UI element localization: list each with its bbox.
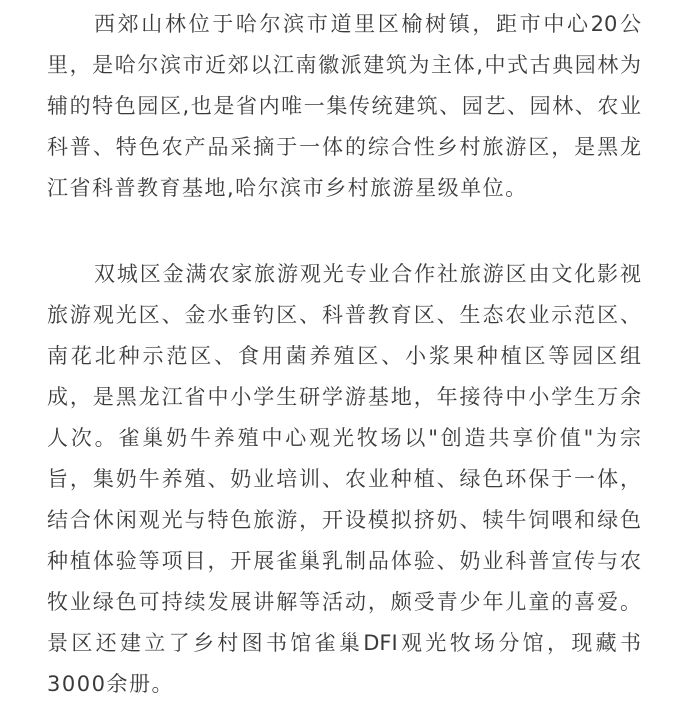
text-line: 成，是黑龙江省中小学生研学游基地，年接待中小学生万余: [47, 385, 641, 409]
text-line: 西郊山林位于哈尔滨市道里区榆树镇，距市中心20公: [94, 12, 641, 36]
text-line: 江省科普教育基地,哈尔滨市乡村旅游星级单位。: [47, 176, 528, 200]
text-line: 南花北种示范区、食用菌养殖区、小浆果种植区等园区组: [47, 344, 641, 368]
text-line: 旨，集奶牛养殖、奶业培训、农业种植、绿色环保于一体，: [47, 467, 641, 491]
text-line: 人次。雀巢奶牛养殖中心观光牧场以"创造共享价值"为宗: [47, 426, 641, 450]
paragraph-xijiao-forest: [47, 4, 641, 209]
text-line: 3000余册。: [47, 672, 174, 696]
text-line: 里，是哈尔滨市近郊以江南徽派建筑为主体,中式古典园林为: [47, 53, 641, 77]
text-line: 种植体验等项目，开展雀巢乳制品体验、奶业科普宣传与农: [47, 549, 641, 573]
text-line: 结合休闲观光与特色旅游，开设模拟挤奶、犊牛饲喂和绿色: [47, 508, 641, 532]
text-line: 牧业绿色可持续发展讲解等活动，颇受青少年儿童的喜爱。: [47, 590, 641, 614]
text-line: 双城区金满农家旅游观光专业合作社旅游区由文化影视: [94, 262, 641, 286]
text-line: 辅的特色园区,也是省内唯一集传统建筑、园艺、园林、农业: [47, 94, 641, 118]
text-line: 科普、特色农产品采摘于一体的综合性乡村旅游区，是黑龙: [47, 135, 641, 159]
paragraph-jinman-cooperative: [47, 254, 641, 705]
text-line: 景区还建立了乡村图书馆雀巢DFI观光牧场分馆，现藏书: [47, 631, 641, 655]
text-line: 旅游观光区、金水垂钓区、科普教育区、生态农业示范区、: [47, 303, 641, 327]
